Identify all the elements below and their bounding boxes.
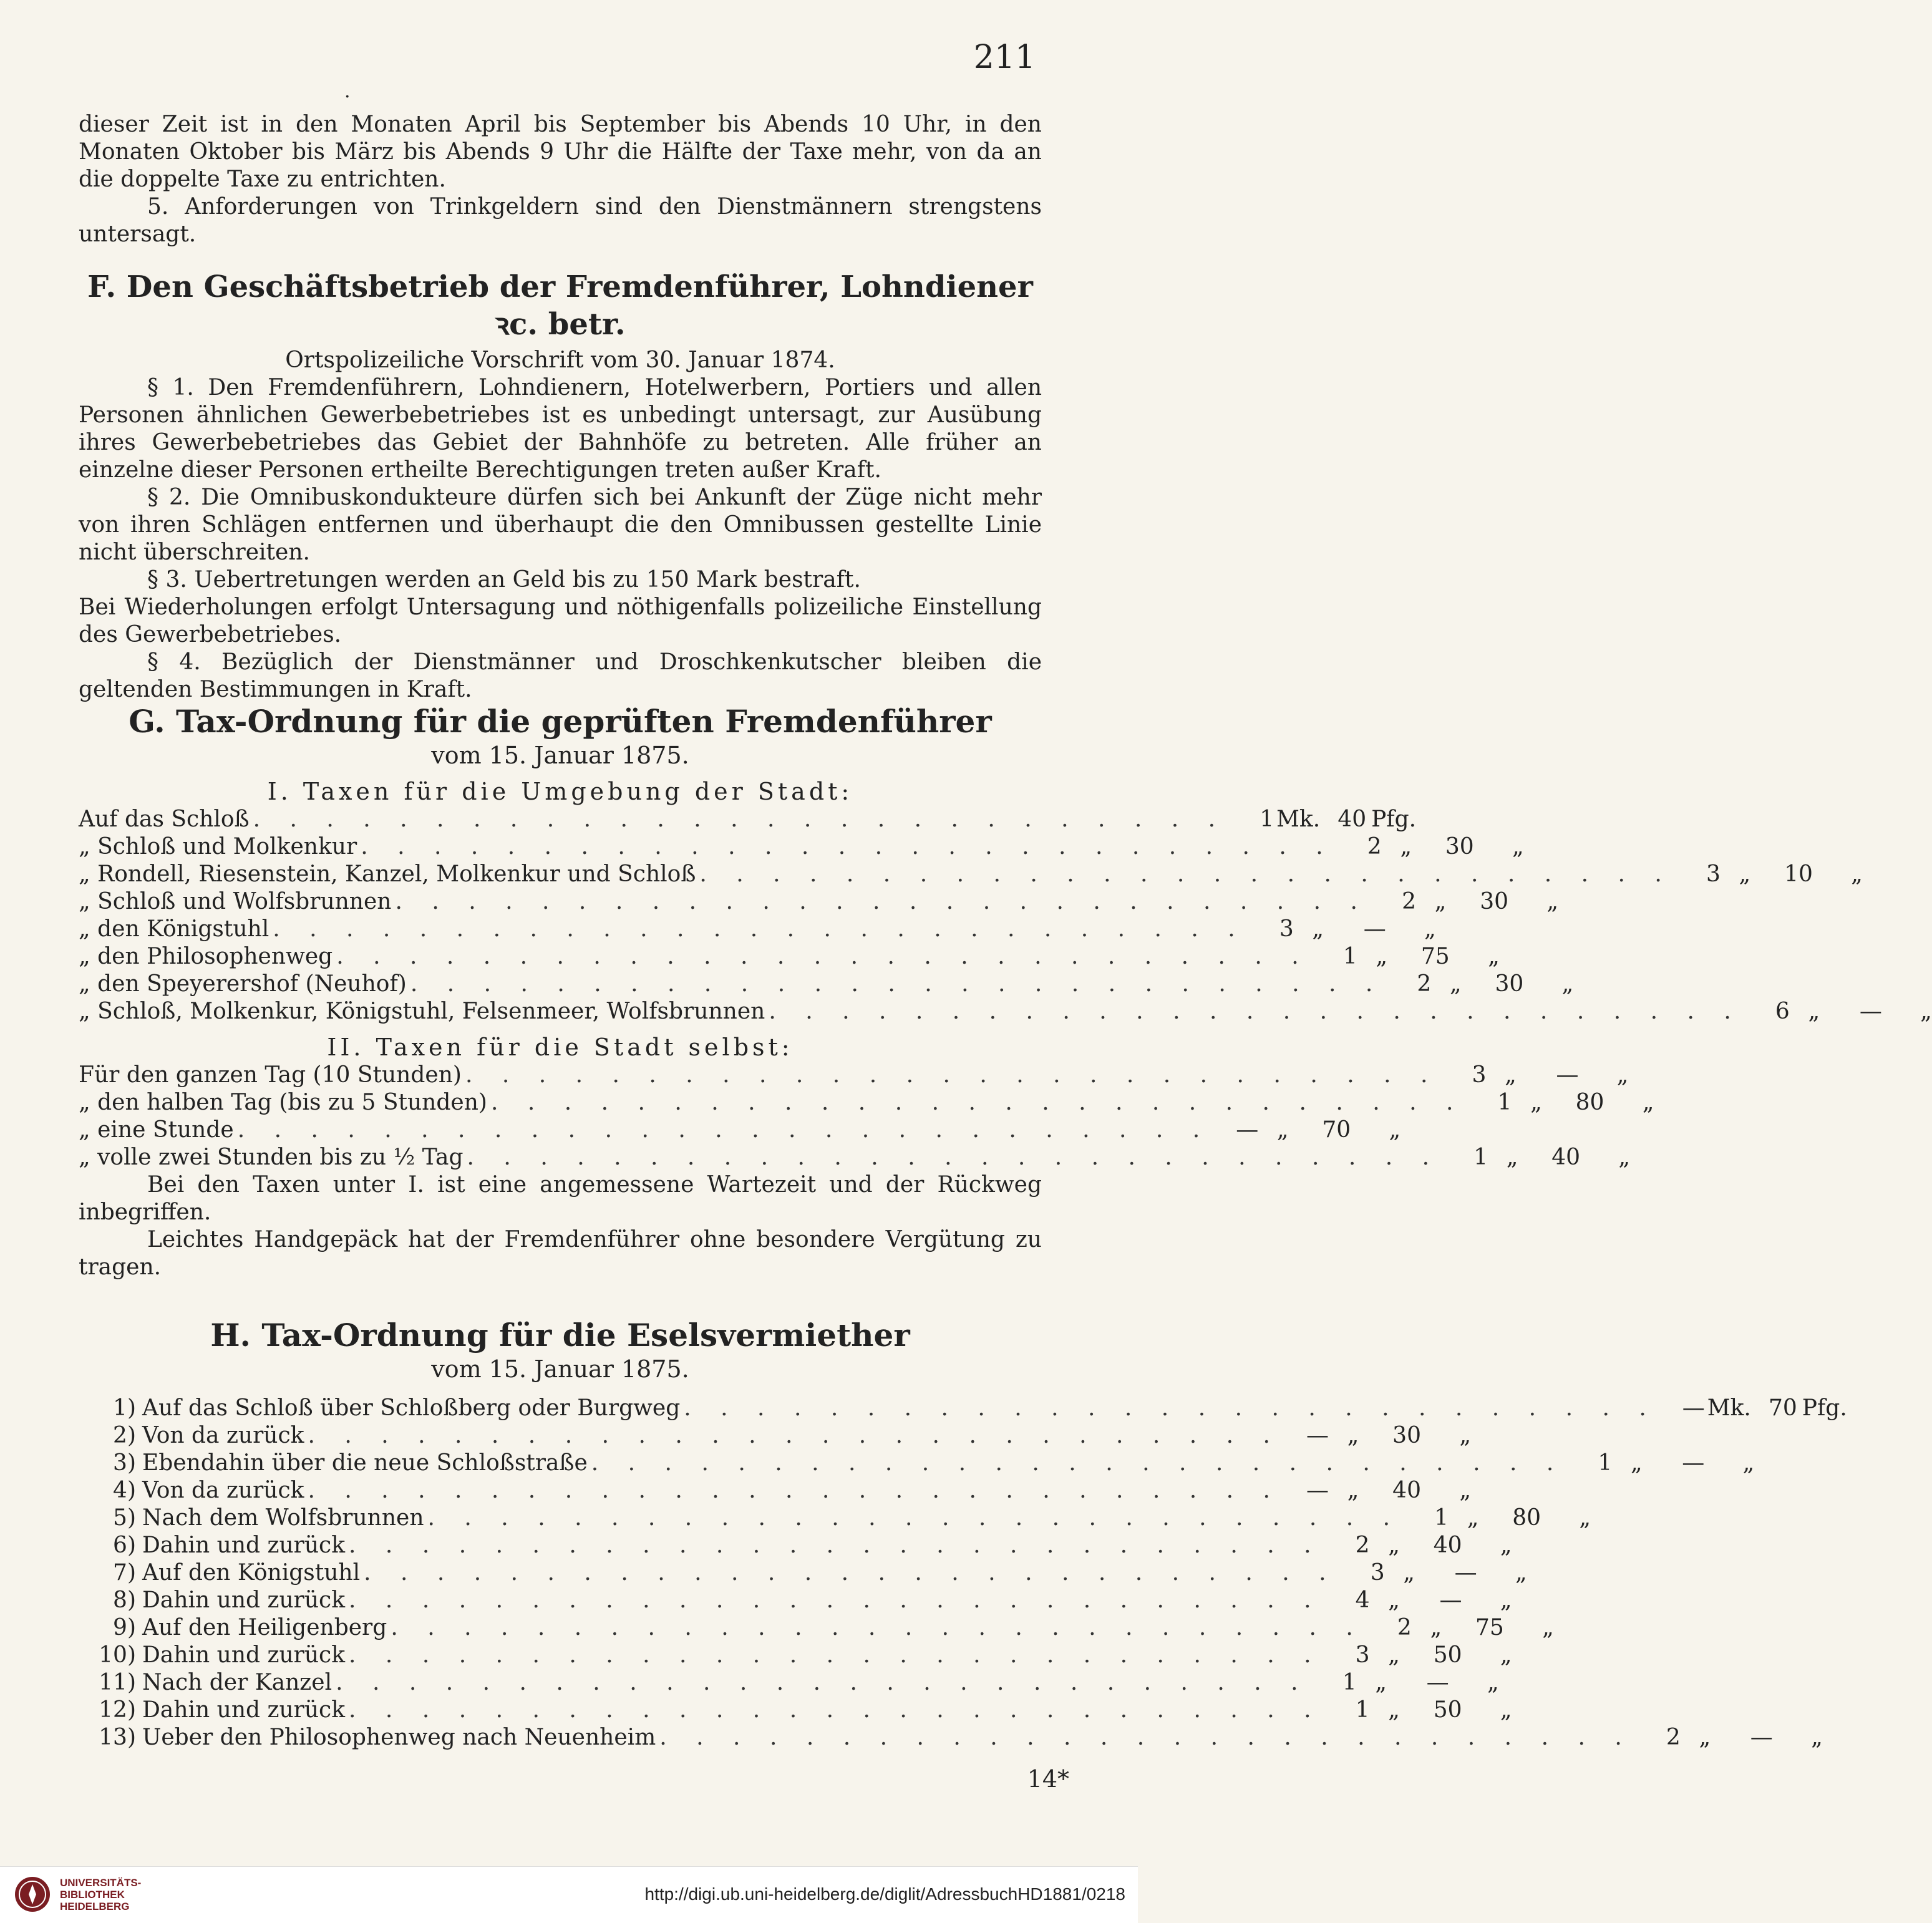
dot-leader: . . . . . . . . . . . . . . . . . . . . . . . . . . . (349, 1697, 1323, 1723)
rate-row (79, 916, 1436, 943)
rate-destination: „ Schloß und Wolfsbrunnen (79, 889, 392, 914)
mark-amount: 2 (1367, 834, 1382, 860)
rate-destination: Dahin und zurück (142, 1697, 346, 1723)
mark-amount: 1 (1497, 1090, 1512, 1115)
pfennig-amount: 50 (1433, 1642, 1462, 1668)
rate-destination: Von da zurück (142, 1478, 304, 1503)
rate-destination: Dahin und zurück (142, 1642, 346, 1668)
rate-destination: „ den halben Tag (bis zu 5 Stunden) (79, 1090, 487, 1115)
pfennig-unit: „ (1579, 1505, 1591, 1531)
pfennig-amount: — (1859, 999, 1882, 1024)
rate-row (79, 1477, 1471, 1504)
section-g (79, 702, 1932, 1281)
dot-leader: . . . . . . . . . . . . . . . . . . . . . . . . . . . (391, 1615, 1364, 1640)
section-f (79, 264, 1042, 704)
dot-leader: . . . . . . . . . . . . . . . . . . . . . . . . . . . (336, 1670, 1309, 1695)
rate-destination: Auf den Königstuhl (142, 1560, 361, 1586)
mark-unit: „ (1376, 944, 1388, 969)
pfennig-amount: 70 (1322, 1117, 1351, 1143)
pfennig-unit: „ (1424, 916, 1436, 942)
rate-destination: „ Schloß, Molkenkur, Königstuhl, Felsenmeer, Wolfsbrunnen (79, 999, 765, 1024)
pfennig-unit: „ (1811, 1725, 1823, 1750)
pfennig-unit: „ (1542, 1615, 1554, 1640)
rate-destination: „ Rondell, Riesenstein, Kanzel, Molkenkur und Schloß (79, 861, 696, 887)
mark-unit: „ (1808, 999, 1820, 1024)
rate-row (79, 943, 1500, 971)
mark-amount: 6 (1775, 999, 1790, 1024)
rate-row (79, 1395, 1847, 1422)
rate-row (79, 1532, 1512, 1559)
mark-unit: „ (1388, 1533, 1400, 1558)
mark-amount: 2 (1666, 1725, 1681, 1750)
note-paragraph: Bei den Taxen unter I. ist eine angemessene Wartezeit und der Rückweg inbegriffen. (79, 1172, 1042, 1225)
rate-row (79, 806, 1417, 833)
pfennig-amount: — (1426, 1670, 1449, 1695)
donkey-rate-table (79, 1395, 1847, 1751)
mark-unit: „ (1434, 889, 1447, 914)
row-number: 5) (113, 1505, 136, 1531)
rate-destination: Ebendahin über die neue Schloßstraße (142, 1450, 588, 1476)
pfennig-unit: „ (1742, 1450, 1755, 1476)
row-number: 7) (113, 1560, 136, 1586)
mark-amount: 1 (1260, 806, 1274, 832)
mark-amount: 3 (1472, 1062, 1487, 1088)
mark-unit: „ (1450, 971, 1462, 997)
mark-unit: „ (1388, 1642, 1400, 1668)
library-name (60, 1877, 141, 1912)
pfennig-unit: „ (1512, 834, 1524, 860)
pfennig-unit: Pfg. (1371, 806, 1417, 832)
dot-leader: . . . . . . . . . . . . . . . . . . . . . . . . . . . (465, 1062, 1439, 1088)
dot-leader: . . . . . . . . . . . . . . . . . . . . . . . . . . . (349, 1587, 1323, 1613)
pfennig-amount: 40 (1337, 806, 1367, 832)
pfennig-unit: „ (1487, 1670, 1499, 1695)
footer-bar (0, 1866, 1138, 1923)
row-number: 9) (113, 1615, 136, 1640)
pfennig-amount: 75 (1475, 1615, 1504, 1640)
mark-unit: „ (1467, 1505, 1479, 1531)
pfennig-amount: — (1682, 1450, 1705, 1476)
rate-row (79, 1669, 1499, 1697)
rate-destination: Dahin und zurück (142, 1587, 346, 1613)
mark-amount: 3 (1279, 916, 1294, 942)
pfennig-amount: 80 (1512, 1505, 1541, 1531)
pfennig-unit: „ (1500, 1587, 1512, 1613)
mark-unit: Mk. (1707, 1395, 1751, 1421)
pfennig-unit: „ (1561, 971, 1574, 997)
rate-row (79, 1614, 1554, 1642)
mark-unit: „ (1400, 834, 1412, 860)
rate-row (79, 1144, 1631, 1171)
pfennig-amount: — (1750, 1725, 1773, 1750)
pfennig-unit: „ (1546, 889, 1558, 914)
dot-leader: . . . . . . . . . . . . . . . . . . . . . . . . . . . (349, 1642, 1323, 1668)
mark-amount: 3 (1706, 861, 1721, 887)
rate-destination: Auf den Heiligenberg (142, 1615, 387, 1640)
rate-row (79, 833, 1524, 861)
rate-row (79, 1504, 1591, 1532)
pfennig-amount: 40 (1392, 1478, 1421, 1503)
section-g-date: vom 15. Januar 1875. (431, 742, 689, 769)
row-number: 1) (113, 1395, 136, 1421)
mark-unit: „ (1739, 861, 1751, 887)
section-h-date: vom 15. Januar 1875. (431, 1355, 689, 1383)
note-paragraph: Leichtes Handgepäck hat der Fremdenführer ohne besondere Vergütung zu tragen. (79, 1227, 1042, 1280)
pfennig-unit: Pfg. (1802, 1395, 1847, 1421)
mark-amount: — (1306, 1478, 1329, 1503)
pfennig-amount: 75 (1420, 944, 1450, 969)
section-h (79, 1316, 1847, 1751)
pfennig-unit: „ (1851, 861, 1863, 887)
paragraph: Bei Wiederholungen erfolgt Untersagung und nöthigenfalls polizeiliche Einstellung des Gewerbebetriebes. (79, 594, 1042, 647)
rate-row (79, 1697, 1512, 1724)
mark-amount: 1 (1598, 1450, 1613, 1476)
pfennig-amount: 70 (1768, 1395, 1797, 1421)
rate-row (79, 1724, 1823, 1751)
dot-leader: . . . . . . . . . . . . . . . . . . . . . . . . . . . (659, 1725, 1633, 1750)
row-number: 10) (99, 1642, 136, 1668)
dot-leader: . . . . . . . . . . . . . . . . . . . . . . . . . . . (410, 971, 1384, 997)
dot-leader: . . . . . . . . . . . . . . . . . . . . . . . . . . . (364, 1560, 1337, 1586)
paragraph: § 4. Bezüglich der Dienstmänner und Droschkenkutscher bleiben die geltenden Bestimmungen in Kraft. (79, 649, 1042, 702)
library-line: UNIVERSITÄTS- (60, 1877, 142, 1889)
pfennig-amount: — (1439, 1587, 1462, 1613)
mark-amount: 3 (1355, 1642, 1370, 1668)
pfennig-unit: „ (1500, 1697, 1512, 1723)
dot-leader: . . . . . . . . . . . . . . . . . . . . . . . . . . . (699, 861, 1673, 887)
dot-leader: . . . . . . . . . . . . . . . . . . . . . . . . . . . (591, 1450, 1565, 1476)
pfennig-unit: „ (1616, 1062, 1629, 1088)
mark-amount: 2 (1355, 1533, 1370, 1558)
section-f-heading: F. Den Geschäftsbetrieb der Fremdenführer, Lohndiener ꝛc. betr. (87, 269, 1033, 342)
rate-row (79, 971, 1574, 998)
rate-destination: Für den ganzen Tag (10 Stunden) (79, 1062, 462, 1088)
mark-amount: 3 (1370, 1560, 1385, 1586)
rate-row (79, 1089, 1654, 1117)
row-number: 12) (99, 1697, 136, 1723)
mark-amount: 2 (1402, 889, 1416, 914)
intro-paragraph: 5. Anforderungen von Trinkgeldern sind den Dienstmännern strengstens untersagt. (79, 194, 1042, 247)
source-url-link[interactable]: http://digi.ub.uni-heidelberg.de/diglit/AdressbuchHD1881/0218 (644, 1884, 1125, 1904)
pfennig-amount: — (1363, 916, 1386, 942)
rate-row (79, 1642, 1512, 1669)
mark-amount: 1 (1342, 944, 1357, 969)
section-g-title: G. Tax-Ordnung für die geprüften Fremdenführer (129, 703, 992, 740)
pfennig-unit: „ (1920, 999, 1932, 1024)
intro-text (79, 111, 1042, 248)
paragraph: § 1. Den Fremdenführern, Lohndienern, Hotelwerbern, Portiers und allen Personen ähnlichen Gewerbebetriebes ist es unbedingt untersagt, zur Ausübung ihres Gewerbebetriebes das Gebiet der Bahnhöfe zu betreten. Alle früher an einzelne dieser Personen ertheilte Berechtigungen treten außer Kraft. (79, 375, 1042, 483)
pfennig-amount: — (1556, 1062, 1579, 1088)
pfennig-amount: 40 (1433, 1533, 1462, 1558)
pfennig-amount: 30 (1392, 1423, 1421, 1448)
pfennig-unit: „ (1642, 1090, 1654, 1115)
section-f-subheading: Ortspolizeiliche Vorschrift vom 30. Januar 1874. (285, 347, 835, 373)
mark-amount: 1 (1342, 1670, 1357, 1695)
mark-unit: „ (1388, 1697, 1400, 1723)
rate-destination: Nach dem Wolfsbrunnen (142, 1505, 424, 1531)
dot-leader: . . . . . . . . . . . . . . . . . . . . . . . . . . . (336, 944, 1310, 969)
dot-leader: . . . . . . . . . . . . . . . . . . . . . . . . . . . (395, 889, 1369, 914)
library-line: BIBLIOTHEK (60, 1889, 125, 1901)
dot-leader: . . . . . . . . . . . . . . . . . . . . . . . . . . . (361, 834, 1334, 860)
dot-leader: . . . . . . . . . . . . . . . . . . . . . . . . . . . (273, 916, 1246, 942)
university-seal-icon (14, 1876, 51, 1913)
part2-title: II. Taxen für die Stadt selbst: (327, 1034, 794, 1061)
rate-destination: „ den Speyerershof (Neuhof) (79, 971, 407, 997)
pfennig-amount: 50 (1433, 1697, 1462, 1723)
pfennig-unit: „ (1618, 1145, 1631, 1170)
rate-row (79, 888, 1558, 916)
mark-amount: 1 (1434, 1505, 1449, 1531)
mark-unit: „ (1699, 1725, 1711, 1750)
mark-amount: — (1306, 1423, 1329, 1448)
pfennig-amount: 30 (1495, 971, 1524, 997)
row-number: 3) (113, 1450, 136, 1476)
rate-destination: „ eine Stunde (79, 1117, 234, 1143)
row-number: 8) (113, 1587, 136, 1613)
dot-leader: . . . . . . . . . . . . . . . . . . . . . . . . . . . (253, 806, 1227, 832)
mark-unit: „ (1347, 1478, 1359, 1503)
mark-unit: „ (1388, 1587, 1400, 1613)
pfennig-amount: 30 (1445, 834, 1474, 860)
rate-destination: „ den Königstuhl (79, 916, 269, 942)
dot-leader: . . . . . . . . . . . . . . . . . . . . . . . . . . . (237, 1117, 1211, 1143)
rate-destination: Ueber den Philosophenweg nach Neuenheim (142, 1725, 656, 1750)
pfennig-unit: „ (1500, 1642, 1512, 1668)
pfennig-amount: — (1454, 1560, 1477, 1586)
pfennig-unit: „ (1459, 1423, 1471, 1448)
pfennig-amount: 10 (1784, 861, 1813, 887)
rate-row (79, 1062, 1629, 1089)
catchword: 14* (1027, 1765, 1069, 1793)
dot-leader: . . . . . . . . . . . . . . . . . . . . . . . . . . . (308, 1423, 1281, 1448)
pfennig-unit: „ (1488, 944, 1500, 969)
dot-leader: . . . . . . . . . . . . . . . . . . . . . . . . . . . (349, 1533, 1323, 1558)
mark-unit: „ (1276, 1117, 1289, 1143)
mark-amount: 2 (1417, 971, 1432, 997)
rate-row (79, 1587, 1512, 1614)
mark-unit: „ (1347, 1423, 1359, 1448)
part1-rate-table (79, 806, 1932, 1025)
dot-leader: . . . . . . . . . . . . . . . . . . . . . . . . . . . (684, 1395, 1658, 1421)
pfennig-amount: 30 (1480, 889, 1508, 914)
ink-mark: · (344, 86, 351, 108)
pfennig-unit: „ (1389, 1117, 1401, 1143)
dot-leader: . . . . . . . . . . . . . . . . . . . . . . . . . . . (467, 1145, 1441, 1170)
rate-row (79, 1422, 1471, 1450)
dot-leader: . . . . . . . . . . . . . . . . . . . . . . . . . . . (769, 999, 1742, 1024)
part1-title: I. Taxen für die Umgebung der Stadt: (267, 778, 853, 805)
mark-amount: — (1236, 1117, 1259, 1143)
dot-leader: . . . . . . . . . . . . . . . . . . . . . . . . . . . (490, 1090, 1465, 1115)
dot-leader: . . . . . . . . . . . . . . . . . . . . . . . . . . . (308, 1478, 1281, 1503)
pfennig-amount: 40 (1551, 1145, 1581, 1170)
mark-unit: „ (1375, 1670, 1387, 1695)
rate-destination: Nach der Kanzel (142, 1670, 333, 1695)
pfennig-unit: „ (1515, 1560, 1527, 1586)
mark-unit: „ (1312, 916, 1324, 942)
row-number: 6) (113, 1533, 136, 1558)
page-number: 211 (973, 39, 1036, 76)
rate-destination: Auf das Schloß über Schloßberg oder Burgweg (142, 1395, 681, 1421)
mark-amount: 2 (1397, 1615, 1412, 1640)
pfennig-unit: „ (1459, 1478, 1471, 1503)
mark-amount: 1 (1473, 1145, 1488, 1170)
mark-unit: „ (1630, 1450, 1643, 1476)
dot-leader: . . . . . . . . . . . . . . . . . . . . . . . . . . . (427, 1505, 1402, 1531)
rate-destination: Von da zurück (142, 1423, 304, 1448)
mark-unit: „ (1506, 1145, 1518, 1170)
rate-row (79, 1450, 1755, 1477)
pfennig-unit: „ (1500, 1533, 1512, 1558)
row-number: 11) (99, 1670, 136, 1695)
mark-amount: 1 (1355, 1697, 1370, 1723)
mark-unit: „ (1530, 1090, 1542, 1115)
mark-unit: „ (1403, 1560, 1415, 1586)
pfennig-amount: 80 (1575, 1090, 1604, 1115)
part2-rate-table (79, 1062, 1654, 1171)
mark-amount: 4 (1355, 1587, 1370, 1613)
mark-unit: „ (1505, 1062, 1517, 1088)
rate-row (79, 1559, 1527, 1587)
section-h-title: H. Tax-Ordnung für die Eselsvermiether (210, 1317, 910, 1354)
rate-destination: „ Schloß und Molkenkur (79, 834, 357, 860)
rate-destination: Dahin und zurück (142, 1533, 346, 1558)
intro-paragraph: dieser Zeit ist in den Monaten April bis September bis Abends 10 Uhr, in den Monaten Oktober bis März bis Abends 9 Uhr die Hälfte der Taxe mehr, von da an die doppelte Taxe zu entrichten. (79, 112, 1042, 192)
rate-destination: „ volle zwei Stunden bis zu ½ Tag (79, 1145, 464, 1170)
rate-row (79, 998, 1932, 1025)
rate-destination: „ den Philosophenweg (79, 944, 333, 969)
row-number: 13) (99, 1725, 136, 1750)
row-number: 2) (113, 1423, 136, 1448)
library-line: HEIDELBERG (60, 1901, 130, 1912)
mark-amount: — (1682, 1395, 1705, 1421)
mark-unit: Mk. (1276, 806, 1321, 832)
paragraph: § 2. Die Omnibuskondukteure dürfen sich bei Ankunft der Züge nicht mehr von ihren Schlägen entfernen und überhaupt die den Omnibussen gestellte Linie nicht überschreiten. (79, 485, 1042, 565)
row-number: 4) (113, 1478, 136, 1503)
rate-row (79, 861, 1863, 888)
mark-unit: „ (1430, 1615, 1442, 1640)
paragraph: § 3. Uebertretungen werden an Geld bis zu 150 Mark bestraft. (147, 567, 861, 593)
rate-row (79, 1117, 1401, 1144)
rate-destination: Auf das Schloß (79, 806, 250, 832)
